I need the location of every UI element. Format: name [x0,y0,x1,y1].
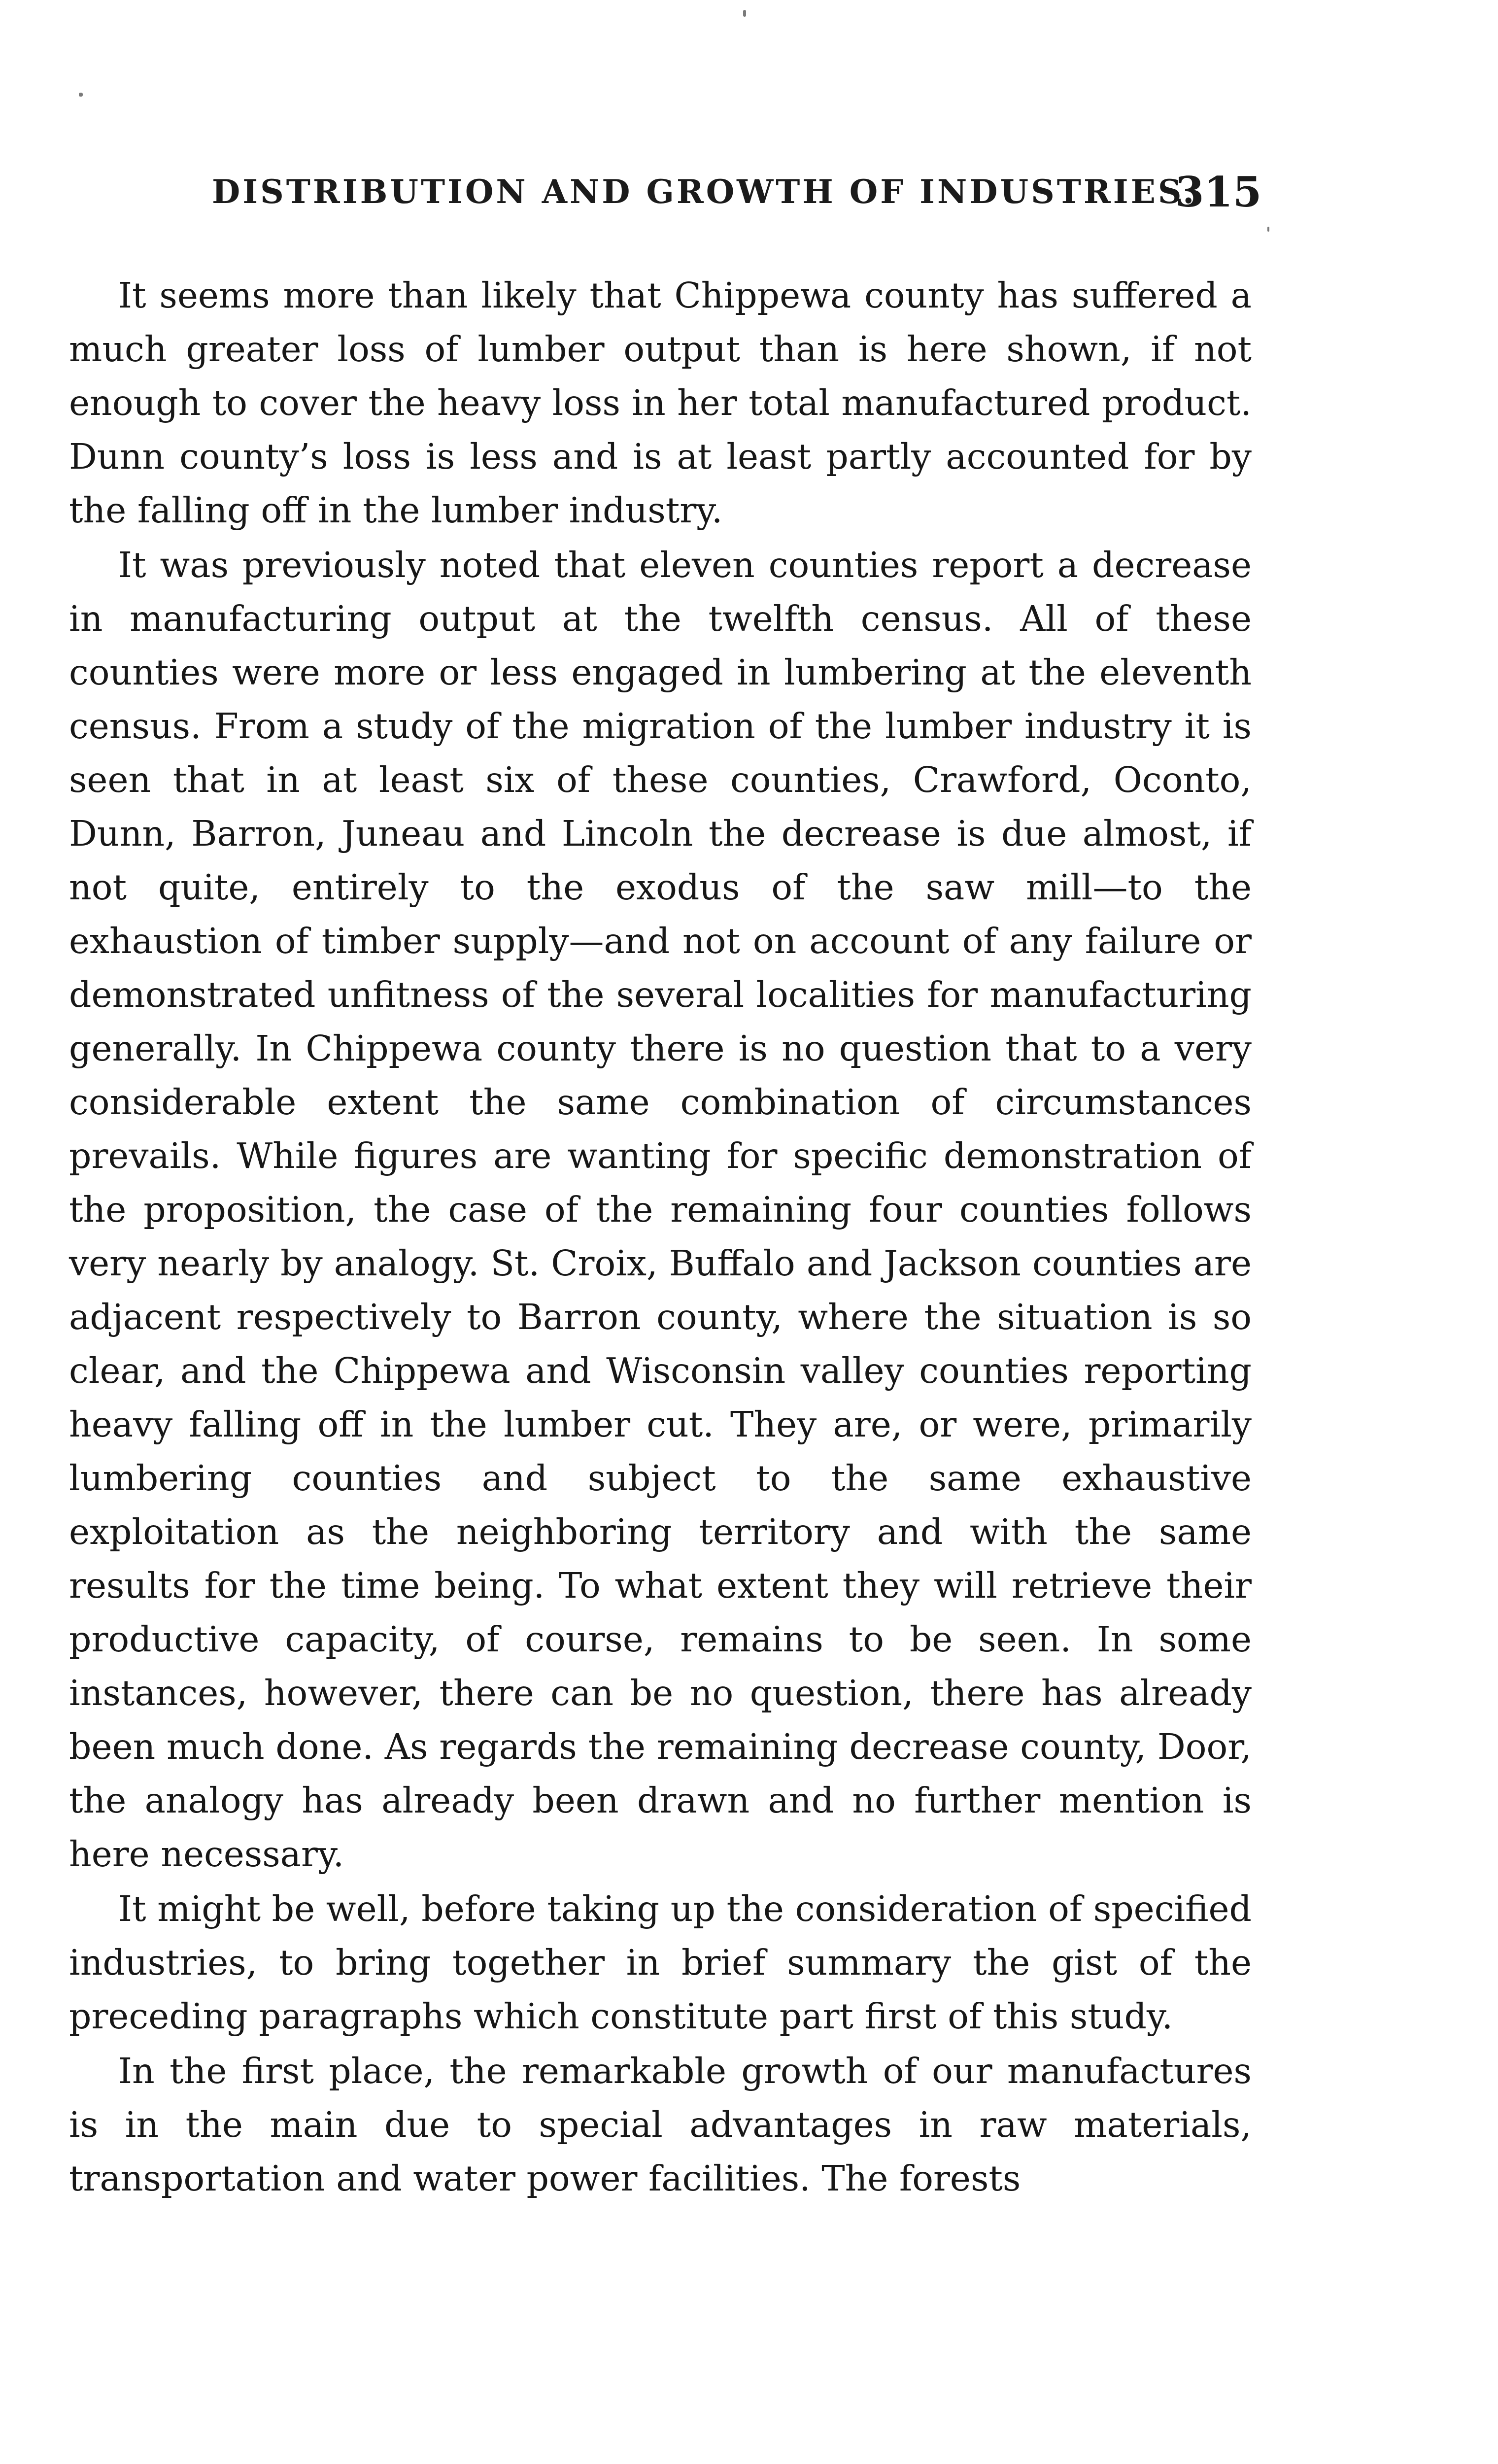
print-speck [79,93,83,97]
page-number: 315 [1175,168,1262,216]
body-text [69,269,1252,2205]
paragraph-summary-intro: It might be well, before taking up the consideration of specified industries, to bring together in brief summary the gist of the preceding paragraphs which constitute part first of this study. [69,1888,1252,2037]
running-head [69,168,1262,222]
print-speck [743,10,746,17]
paragraph-chippewa-lumber-loss: It seems more than likely that Chippewa county has suffered a much greater loss of lumber output than is here shown, if not enough to cover the heavy loss in her total manufactured product. Dunn county’s loss is less and is at least partly accounted for by the falling off in the lumber industry. [69,275,1252,531]
paragraph-first-place: In the first place, the remarkable growth of our manufactures is in the main due to special advantages in raw materials, transportation and water power facilities. The forests [69,2051,1252,2199]
paragraph-decrease-counties: It was previously noted that eleven counties report a decrease in manufacturing output at the twelfth census. All of these counties were more or less engaged in lumbering at the eleventh census. From a study of the migration of the lumber industry it is seen that in at least six of these counties, Crawford, Oconto, Dunn, Barron, Juneau and Lincoln the decrease is due almost, if not quite, entirely to the exodus of the saw mill—to the exhaustion of timber supply—and not on account of any failure or demonstrated unfitness of the several localities for manufacturing generally. In Chippewa county there is no question that to a very considerable extent the same combination of circumstances prevails. While figures are wanting for specific demonstration of the proposition, the case of the remaining four counties follows very nearly by analogy. St. Croix, Buffalo and Jackson counties are adjacent respectively to Barron county, where the situation is so clear, and the Chippewa and Wisconsin valley counties reporting heavy falling off in the lumber cut. They are, or were, primarily lumbering counties and subject to the same exhaustive exploitation as the neighboring territory and with the same results for the time being. To what extent they will retrieve their productive capacity, of course, remains to be seen. In some instances, however, there can be no question, there has already been much done. As regards the remaining decrease county, Door, the analogy has already been drawn and no further mention is here necessary. [69,545,1252,1875]
print-speck [1267,227,1269,232]
running-title: DISTRIBUTION AND GROWTH OF INDUSTRIES. [212,172,1197,211]
